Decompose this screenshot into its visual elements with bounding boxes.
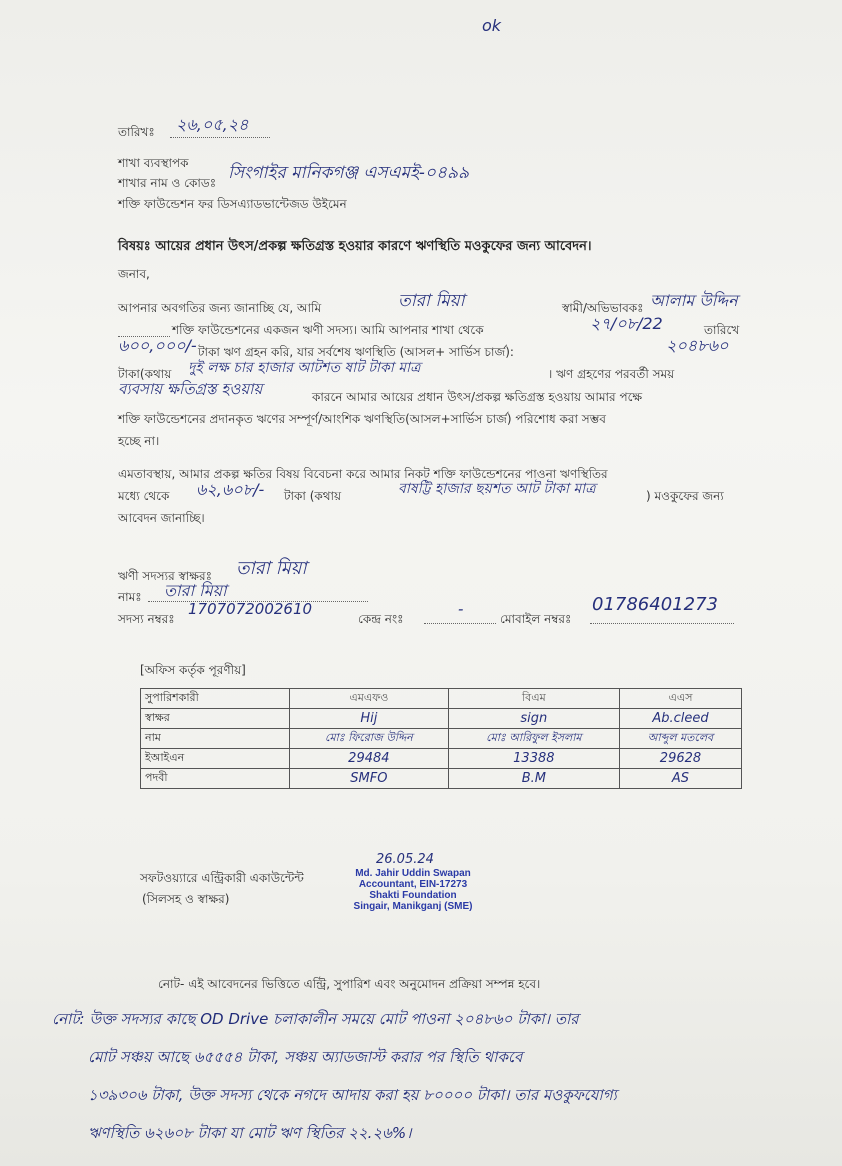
loan-date-written: ২৭/০৮/22 — [590, 314, 663, 333]
accountant-label: সফটওয়্যারে এন্ট্রিকারী একাউন্টেন্ট — [140, 871, 304, 885]
office-use-title: [অফিস কর্তৃক পূরণীয়] — [140, 663, 246, 677]
row-label-name: নাম — [141, 729, 290, 749]
member-id-label: সদস্য নম্বরঃ — [118, 612, 175, 626]
p1-closing: হচ্ছে না। — [118, 434, 160, 448]
office-approval-table — [140, 688, 742, 789]
table-row — [141, 749, 742, 769]
note-line: ১৩৯৩০৬ টাকা, উক্ত সদস্য থেকে নগদে আদায় করা হয় ৮০০০০ টাকা। তার মওকুফযোগ্য — [88, 1086, 617, 1104]
ein-as: 29628 — [619, 749, 741, 769]
p2-closing: আবেদন জানাচ্ছি। — [118, 511, 205, 525]
header-bm: বিএম — [448, 689, 619, 709]
date-label: তারিখঃ — [118, 125, 155, 139]
applicant-name-written: তারা মিয়া — [398, 291, 465, 311]
waiver-amount-written: ৬২,৬০৮/- — [196, 480, 265, 499]
center-label: কেন্দ্র নংঃ — [358, 612, 404, 626]
table-row — [141, 709, 742, 729]
row-label-signature: স্বাক্ষর — [141, 709, 290, 729]
name-bm: মোঃ আরিফুল ইসলাম — [448, 729, 619, 749]
name-mfo: মোঃ ফিরোজ উদ্দিন — [290, 729, 449, 749]
handwritten-note — [52, 1000, 832, 1152]
p1-intro: আপনার অবগতির জন্য জানাচ্ছি যে, আমি — [118, 301, 322, 315]
name-as: আব্দুল মতলেব — [619, 729, 741, 749]
p2-from-text: মধ্যে থেকে — [118, 489, 170, 503]
branch-manager-label: শাখা ব্যবস্থাপক — [118, 156, 189, 170]
signature-bm: sign — [448, 709, 619, 729]
loan-amount-written: ৬০০,০০০/- — [118, 336, 197, 355]
loan-balance-in-words: দুই লক্ষ চার হাজার আটশত ষাট টাকা মাত্র — [188, 360, 421, 376]
member-signature: তারা মিয়া — [236, 558, 307, 579]
stamp-line: Singair, Manikganj (SME) — [353, 901, 473, 912]
p1-repay-text: শক্তি ফাউন্ডেশনের প্রদানকৃত ঋণের সম্পূর্ণ/আংশিক ঋণস্থিতি(আসল+সার্ভিস চার্জ) পরিশোধ করা সম্ভব — [118, 412, 606, 426]
center-underline — [424, 623, 496, 624]
member-id: 1707072002610 — [188, 600, 313, 618]
table-row — [141, 769, 742, 789]
guardian-label: স্বামী/অভিভাবকঃ — [562, 301, 644, 315]
designation-as: AS — [619, 769, 741, 789]
ein-bm: 13388 — [448, 749, 619, 769]
organization-name: শক্তি ফাউন্ডেশন ফর ডিসএ্যাডভান্টেজড উইমেন — [118, 197, 347, 211]
member-name-label: নামঃ — [118, 590, 142, 604]
top-ok-mark: ok — [482, 16, 502, 35]
row-label-designation: পদবী — [141, 769, 290, 789]
designation-bm: B.M — [448, 769, 619, 789]
center-number: - — [458, 600, 464, 618]
loss-reason-written: ব্যবসায় ক্ষতিগ্রস্ত হওয়ায় — [118, 380, 263, 398]
p1-reason-text: কারনে আমার আয়ের প্রধান উৎস/প্রকল্প ক্ষতিগ্রস্ত হওয়ায় আমার পক্ষে — [312, 390, 643, 404]
waiver-amount-in-words: বাষট্টি হাজার ছয়শত আট টাকা মাত্র — [398, 481, 596, 497]
p2-intro: এমতাবস্থায়, আমার প্রকল্প ক্ষতির বিষয় বিবেচনা করে আমার নিকট শক্তি ফাউন্ডেশনের পাওনা ঋণস্থিতির — [118, 467, 608, 481]
p1-words-label: টাকা(কথায় — [118, 367, 172, 381]
p1-date-suffix: তারিখে — [704, 323, 740, 337]
note-line: ঋণস্থিতি ৬২৬০৮ টাকা যা মোট ঋণ স্থিতির ২২.২৬%। — [88, 1124, 412, 1142]
stamp-line: Md. Jahir Uddin Swapan — [355, 868, 471, 879]
printed-footnote: নোট- এই আবেদনের ভিত্তিতে এন্ট্রি, সুপারিশ এবং অনুমোদন প্রক্রিয়া সম্পন্ন হবে। — [158, 977, 541, 991]
branch-name-value: সিংগাইর মানিকগঞ্জ এসএমই-০৪৯৯ — [228, 163, 470, 183]
header-mfo: এমএফও — [290, 689, 449, 709]
accountant-sign-date: 26.05.24 — [376, 852, 434, 867]
guardian-name-written: আলাম উদ্দিন — [650, 291, 738, 310]
branch-name-label: শাখার নাম ও কোডঃ — [118, 176, 217, 190]
mobile-underline — [590, 623, 734, 624]
subject-line: বিষয়ঃ আয়ের প্রধান উৎস/প্রকল্প ক্ষতিগ্রস্ত হওয়ার কারণে ঋণস্থিতি মওকুফের জন্য আবেদন। — [118, 239, 592, 254]
mobile-label: মোবাইল নম্বরঃ — [500, 612, 572, 626]
p1-loan-text: টাকা ঋণ গ্রহন করি, যার সর্বশেষ ঋণস্থিতি (আসল+ সার্ভিস চার্জ): — [198, 345, 514, 359]
accountant-seal-stamp — [338, 868, 488, 912]
p2-waiver-text: ) মওকুফের জন্য — [646, 489, 724, 503]
date-value: ২৬,০৫,২৪ — [176, 115, 249, 134]
designation-mfo: SMFO — [290, 769, 449, 789]
row-label-recommender: সুপারিশকারী — [141, 689, 290, 709]
signature-as: Ab.cleed — [619, 709, 741, 729]
mobile-number: 01786401273 — [592, 594, 718, 615]
header-as: এএস — [619, 689, 741, 709]
p1-member-text: শক্তি ফাউন্ডেশনের একজন ঋণী সদস্য। আমি আপনার শাখা থেকে — [172, 323, 484, 337]
p2-words-label: টাকা (কথায় — [284, 489, 342, 503]
loan-balance-written: ২০৪৮৬০ — [666, 336, 729, 355]
accountant-seal-label: (সিলসহ ও স্বাক্ষর) — [142, 892, 230, 906]
table-row — [141, 689, 742, 709]
salutation: জনাব, — [118, 267, 150, 281]
stamp-line: Shakti Foundation — [369, 890, 457, 901]
row-label-ein: ইআইএন — [141, 749, 290, 769]
ein-mfo: 29484 — [290, 749, 449, 769]
signature-mfo: Hij — [290, 709, 449, 729]
member-signature-label: ঋণী সদস্যর স্বাক্ষরঃ — [118, 569, 212, 583]
member-name: তারা মিয়া — [164, 581, 227, 600]
p1-after-words: । ঋণ গ্রহণের পরবর্তী সময় — [548, 367, 675, 381]
note-line: মোট সঞ্চয় আছে ৬৫৫৫৪ টাকা, সঞ্চয় অ্যাডজাস্ট করার পর স্থিতি থাকবে — [88, 1048, 523, 1066]
table-row — [141, 729, 742, 749]
stamp-line: Accountant, EIN-17273 — [358, 879, 468, 890]
note-line: নোট: উক্ত সদস্যর কাছে OD Drive চলাকালীন সময়ে মোট পাওনা ২০৪৮৬০ টাকা। তার — [52, 1010, 579, 1028]
